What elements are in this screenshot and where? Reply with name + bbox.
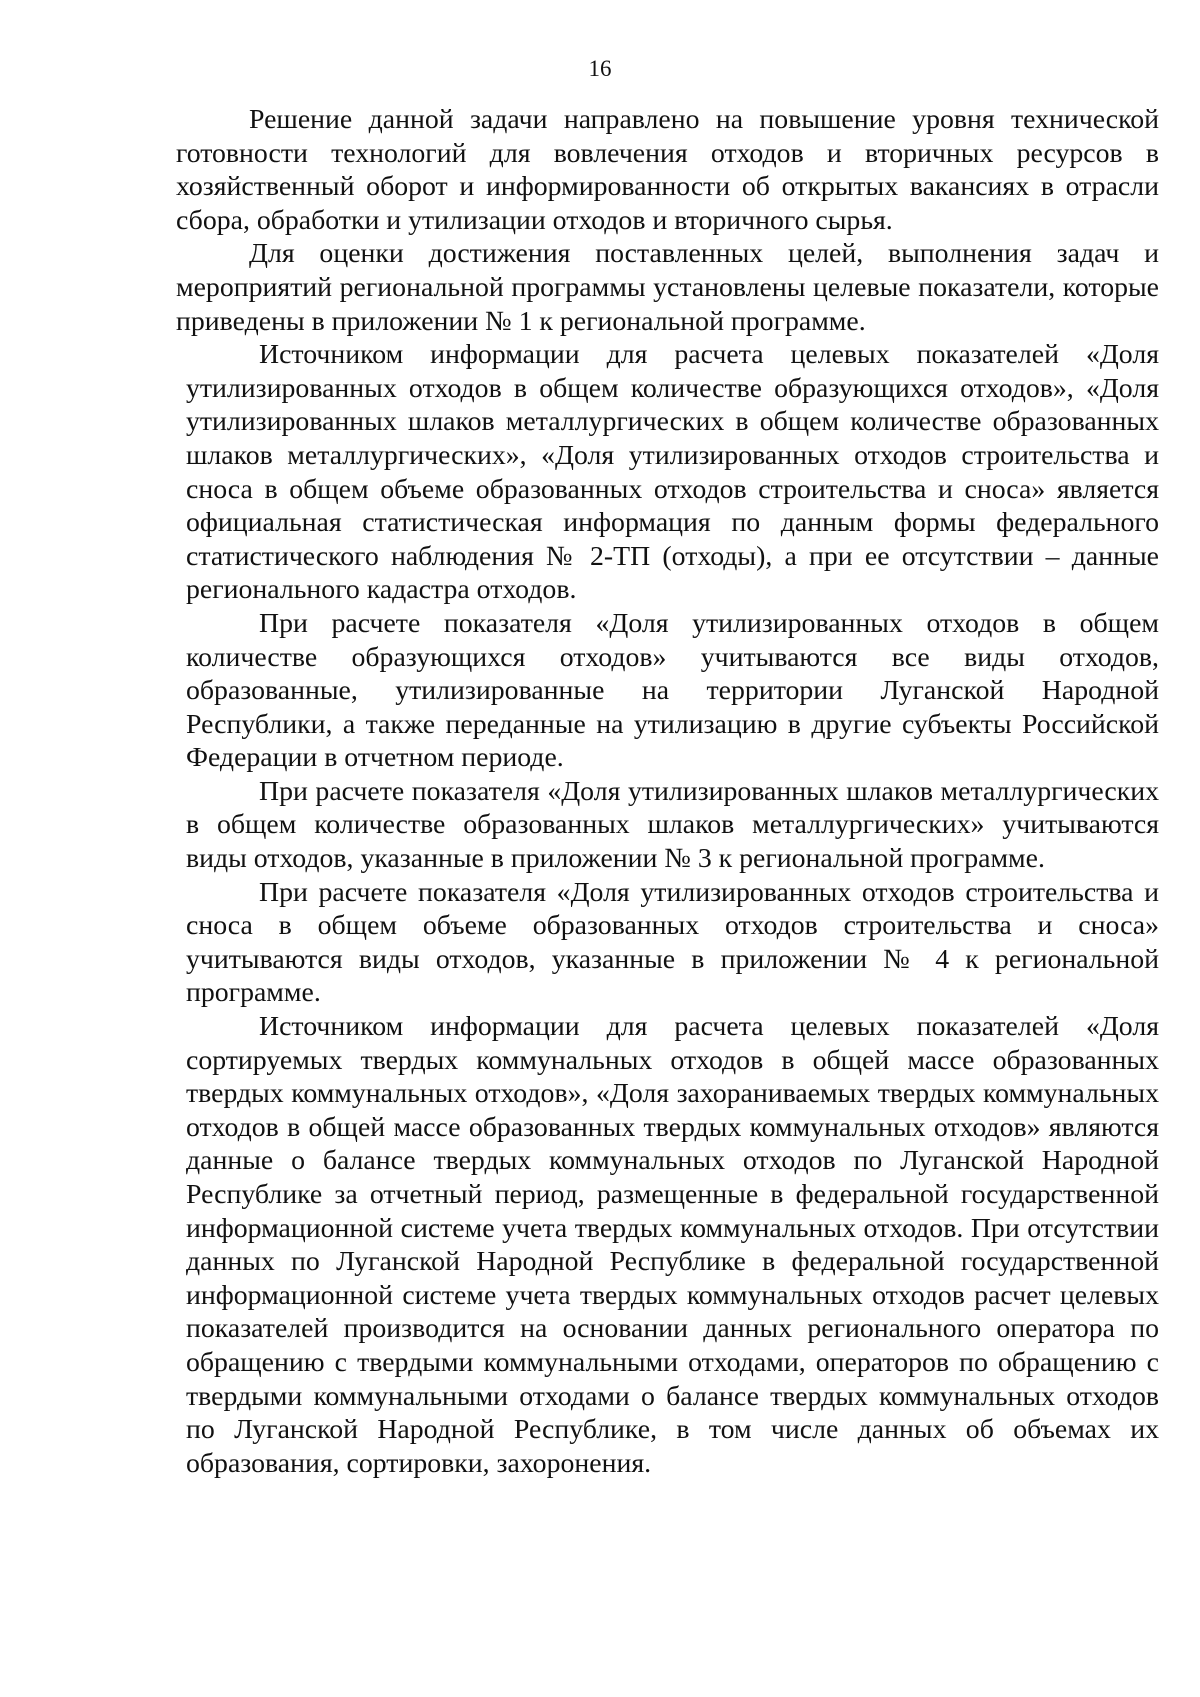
paragraph: Решение данной задачи направлено на повышение уровня технической готовности технологий для вовлечения отходов и вторичных ресурсов в хозяйственный оборот и информированности об открытых вакансиях в отрасли сбора, обработки и утилизации отходов и вторичного сырья.: [176, 104, 1159, 236]
paragraph: Источником информации для расчета целевых показателей «Доля утилизированных отходов в общем количестве образующихся отходов», «Доля утилизированных шлаков металлургических в общем количестве образованных шлаков металлургических», «Доля утилизированных отходов строительства и сноса в общем объеме образованных отходов строительства и сноса» является официальная статистическая информация по данным формы федерального статистического наблюдения № 2-ТП (отходы), а при ее отсутствии – данные регионального кадастра отходов.: [186, 339, 1159, 606]
paragraph: Источником информации для расчета целевых показателей «Доля сортируемых твердых коммунальных отходов в общей массе образованных твердых коммунальных отходов», «Доля захораниваемых твердых коммунальных отходов в общей массе образованных твердых коммунальных отходов» являются данные о балансе твердых коммунальных отходов по Луганской Народной Республике за отчетный период, размещенные в федеральной государственной информационной системе учета твердых коммунальных отходов. При отсутствии данных по Луганской Народной Республике в федеральной государственной информационной системе учета твердых коммунальных отходов расчет целевых показателей производится на основании данных регионального оператора по обращению с твердыми коммунальными отходами, операторов по обращению с твердыми коммунальными отходами о балансе твердых коммунальных отходов по Луганской Народной Республике, в том числе данных об объемах их образования, сортировки, захоронения.: [186, 1011, 1159, 1479]
paragraph: При расчете показателя «Доля утилизированных отходов в общем количестве образующихся отходов» учитываются все виды отходов, образованные, утилизированные на территории Луганской Народной Республики, а также переданные на утилизацию в другие субъекты Российской Федерации в отчетном периоде.: [186, 607, 1159, 774]
paragraph: При расчете показателя «Доля утилизированных шлаков металлургических в общем количестве образованных шлаков металлургических» учитываются виды отходов, указанные в приложении № 3 к региональной программе.: [186, 775, 1159, 875]
paragraph: Для оценки достижения поставленных целей, выполнения задач и мероприятий региональной программы установлены целевые показатели, которые приведены в приложении № 1 к региональной программе.: [176, 238, 1159, 337]
document-body: [176, 103, 1159, 1480]
page-number: 16: [588, 56, 612, 81]
paragraph: При расчете показателя «Доля утилизированных отходов строительства и сноса в общем объеме образованных отходов строительства и сноса» учитываются виды отходов, указанные в приложении № 4 к региональной программе.: [186, 876, 1159, 1009]
